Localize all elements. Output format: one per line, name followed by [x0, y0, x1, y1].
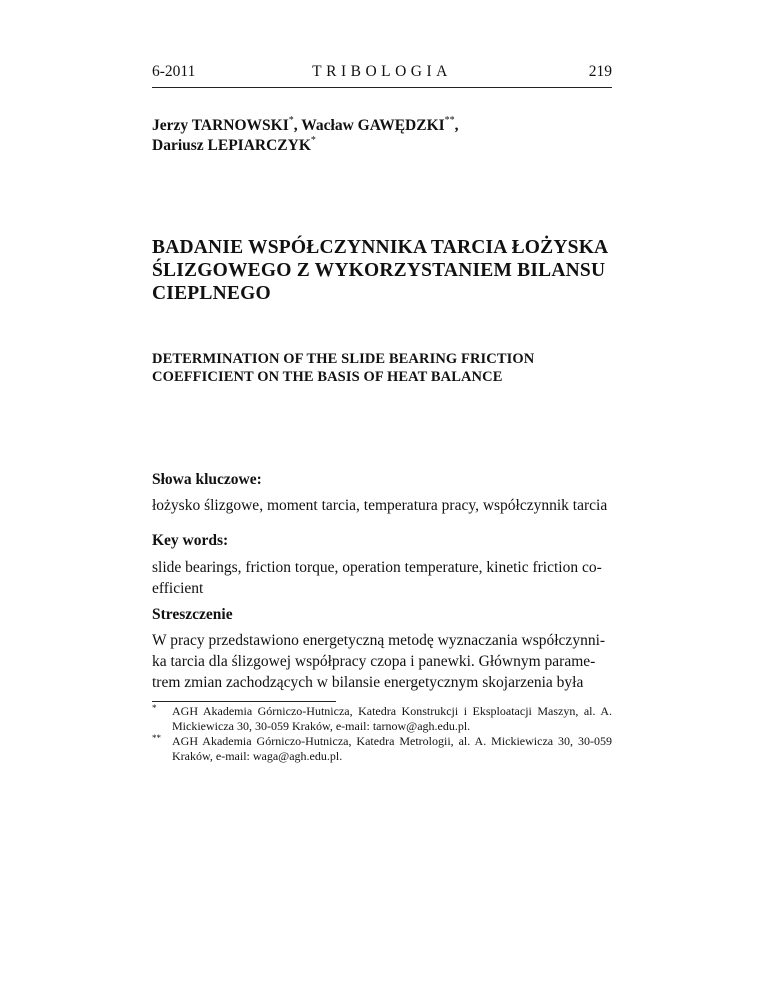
author-name: Dariusz LEPIARCZYK	[152, 137, 311, 154]
author-line-2	[152, 136, 612, 156]
keywords-en-text	[152, 557, 612, 599]
keywords-en-line: slide bearings, friction torque, operation temperature, kinetic friction co-	[152, 559, 602, 576]
title-english	[152, 350, 622, 386]
footnote-text: AGH Akademia Górniczo-Hutnicza, Katedra Konstrukcji i Eksploatacji Maszyn, al. A. Mickiewicza 30, 30-059 Kraków, e-mail: tarnow@agh.edu.pl.	[172, 704, 612, 733]
affiliation-mark: *	[288, 115, 294, 126]
title-line: COEFFICIENT ON THE BASIS OF HEAT BALANCE	[152, 369, 503, 385]
footnote-text: AGH Akademia Górniczo-Hutnicza, Katedra Metrologii, al. A. Mickiewicza 30, 30-059 Kraków, e-mail: waga@agh.edu.pl.	[172, 734, 612, 763]
keywords-pl-heading: Słowa kluczowe:	[152, 471, 262, 488]
affiliation-mark: **	[444, 115, 455, 126]
footnote-mark: *	[152, 703, 157, 713]
title-polish	[152, 236, 622, 305]
footnote	[152, 704, 612, 734]
header-rule	[152, 87, 612, 88]
journal-name: TRIBOLOGIA	[312, 63, 452, 80]
title-line: DETERMINATION OF THE SLIDE BEARING FRICTION	[152, 351, 535, 367]
issue-number: 6-2011	[152, 63, 196, 80]
author-list	[152, 116, 612, 156]
keywords-en-heading: Key words:	[152, 532, 229, 549]
page-number: 219	[588, 63, 612, 80]
author-name: Jerzy TARNOWSKI	[152, 117, 289, 134]
title-line: BADANIE WSPÓŁCZYNNIKA TARCIA ŁOŻYSKA	[152, 237, 609, 258]
abstract-line: ka tarcia dla ślizgowej współpracy czopa i panewki. Głównym parame-	[152, 653, 596, 670]
abstract-text	[152, 630, 612, 693]
title-line: ŚLIZGOWEGO Z WYKORZYSTANIEM BILANSU	[152, 260, 606, 281]
abstract-line: trem zmian zachodzących w bilansie energetycznym skojarzenia była	[152, 674, 584, 691]
title-line: CIEPLNEGO	[152, 283, 271, 304]
affiliation-mark: *	[310, 135, 316, 146]
footnote-rule	[152, 701, 336, 702]
keywords-pl-text: łożysko ślizgowe, moment tarcia, temperatura pracy, współczynnik tarcia	[152, 497, 608, 514]
running-head	[152, 63, 612, 85]
footnote-mark: **	[152, 733, 161, 743]
footnote	[152, 734, 612, 764]
author-name: Wacław GAWĘDZKI	[301, 117, 445, 134]
abstract-heading: Streszczenie	[152, 606, 233, 623]
author-line-1: Jerzy TARNOWSKI*, Wacław GAWĘDZKI**,	[152, 115, 459, 134]
footnotes	[152, 704, 612, 764]
abstract-line: W pracy przedstawiono energetyczną metodę wyznaczania współczynni-	[152, 632, 606, 649]
keywords-en-line: efficient	[152, 580, 204, 597]
